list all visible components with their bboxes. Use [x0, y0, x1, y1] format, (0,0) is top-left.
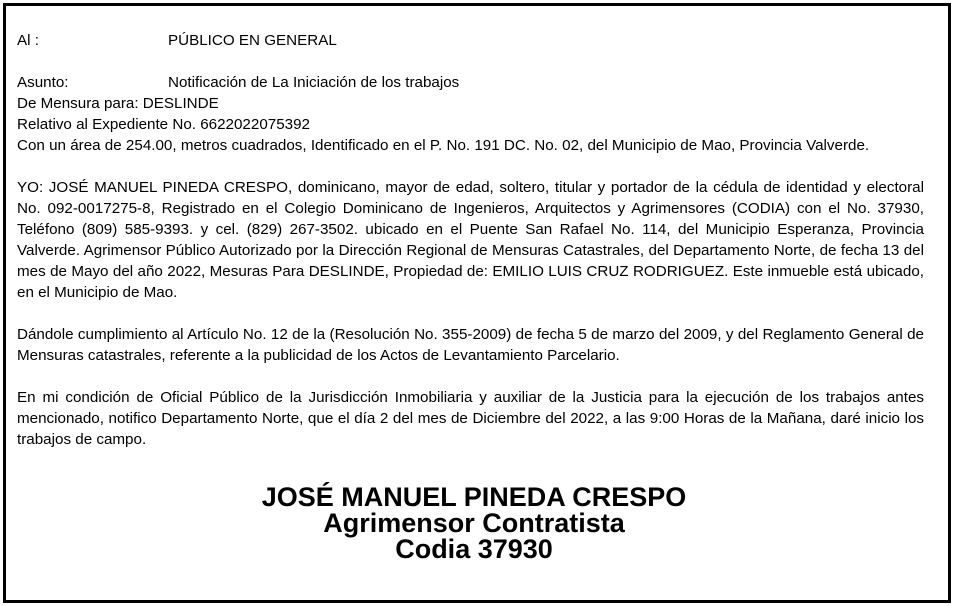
recipient-value: PÚBLICO EN GENERAL: [168, 32, 337, 49]
notice-body: [17, 30, 924, 450]
signature-codia: Codia 37930: [395, 534, 553, 564]
subject-label: Asunto:: [17, 74, 69, 91]
signature-name: JOSÉ MANUEL PINEDA CRESPO: [261, 482, 687, 512]
signature-title: Agrimensor Contratista: [323, 508, 625, 538]
subject-value: Notificación de La Iniciación de los trabajos: [168, 74, 460, 91]
area-paragraph: Con un área de 254.00, metros cuadrados, Identificado en el P. No. 191 DC. No. 02, del Municipio de Mao, Provincia Valverde.: [17, 137, 870, 154]
recipient-row: [17, 30, 924, 51]
surveyor-paragraph: YO: JOSÉ MANUEL PINEDA CRESPO, dominicano, mayor de edad, soltero, titular y portador de la cédula de identidad y electoral No. 092-0017275-8, Registrado en el Colegio Dominicano de Ingenieros, Arquitectos y Agrimensores (CODIA) con el No. 37930, Teléfono (809) 585-9393. y cel. (829) 267-3502. ubicado en el Puente San Rafael No. 114, del Municipio Esperanza, Provincia Valverde. Agrimensor Público Autorizado por la Dirección Regional de Mensuras Catastrales, del Departamento Norte, de fecha 13 del mes de Mayo del año 2022, Mesuras Para DESLINDE, Propiedad de: EMILIO LUIS CRUZ RODRIGUEZ. Este inmueble está ubicado, en el Municipio de Mao.: [17, 179, 924, 301]
file-number-line: Relativo al Expediente No. 6622022075392: [17, 116, 311, 133]
signature-block: [0, 484, 948, 562]
recipient-label: Al :: [17, 32, 39, 49]
subject-row: [17, 72, 924, 93]
legal-basis-paragraph: Dándole cumplimiento al Artículo No. 12 de la (Resolución No. 355-2009) de fecha 5 de marzo del 2009, y del Reglamento General de Mensuras catastrales, referente a la publicidad de los Actos de Levantamiento Parcelario.: [17, 326, 924, 364]
start-date-paragraph: En mi condición de Oficial Público de la Jurisdicción Inmobiliaria y auxiliar de la Justicia para la ejecución de los trabajos antes mencionado, notifico Departamento Norte, que el día 2 del mes de Diciembre del 2022, a las 9:00 Horas de la Mañana, daré inicio los trabajos de campo.: [17, 389, 924, 448]
survey-type-line: De Mensura para: DESLINDE: [17, 95, 219, 112]
